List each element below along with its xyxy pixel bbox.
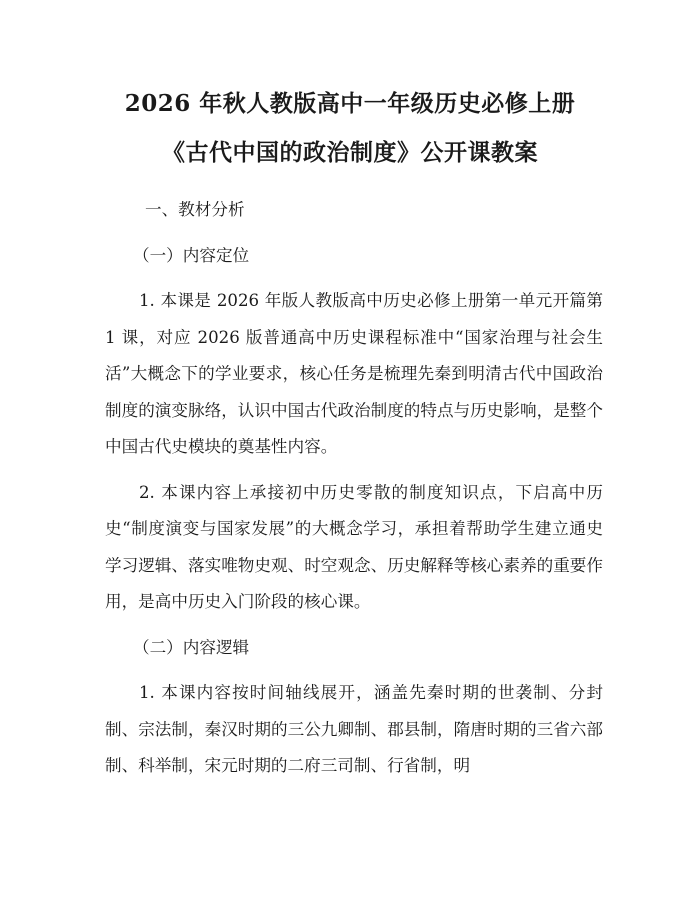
subsection-heading-content-positioning: （一）内容定位 [133, 245, 250, 265]
paragraph-positioning-1: 1. 本课是 2026 年版人教版高中历史必修上册第一单元开篇第 1 课，对应 2026 版普通高中历史课程标准中“国家治理与社会生活”大概念下的学业要求，核心任务是梳理先秦到明清古代中国政治制度的演变脉络，认识中国古代政治制度的特点与历史影响，是整个中国古代史模块的奠基性内容。 [105, 291, 603, 456]
subsection-heading-content-logic: （二）内容逻辑 [133, 637, 250, 657]
document-title-line-1: 2026 年秋人教版高中一年级历史必修上册 [124, 90, 576, 117]
paragraph-logic-1: 1. 本课内容按时间轴线展开，涵盖先秦时期的世袭制、分封制、宗法制，秦汉时期的三公九卿制、郡县制，隋唐时期的三省六部制、科举制，宋元时期的二府三司制、行省制，明 [105, 683, 603, 775]
section-heading-textbook-analysis: 一、教材分析 [145, 200, 245, 219]
paragraph-positioning-2: 2. 本课内容上承接初中历史零散的制度知识点，下启高中历史“制度演变与国家发展”的大概念学习，承担着帮助学生建立通史学习逻辑、落实唯物史观、时空观念、历史解释等核心素养的重要作用，是高中历史入门阶段的核心课。 [105, 482, 603, 611]
document-body [105, 192, 603, 785]
document-title-line-2: 《古代中国的政治制度》公开课教案 [162, 139, 538, 166]
